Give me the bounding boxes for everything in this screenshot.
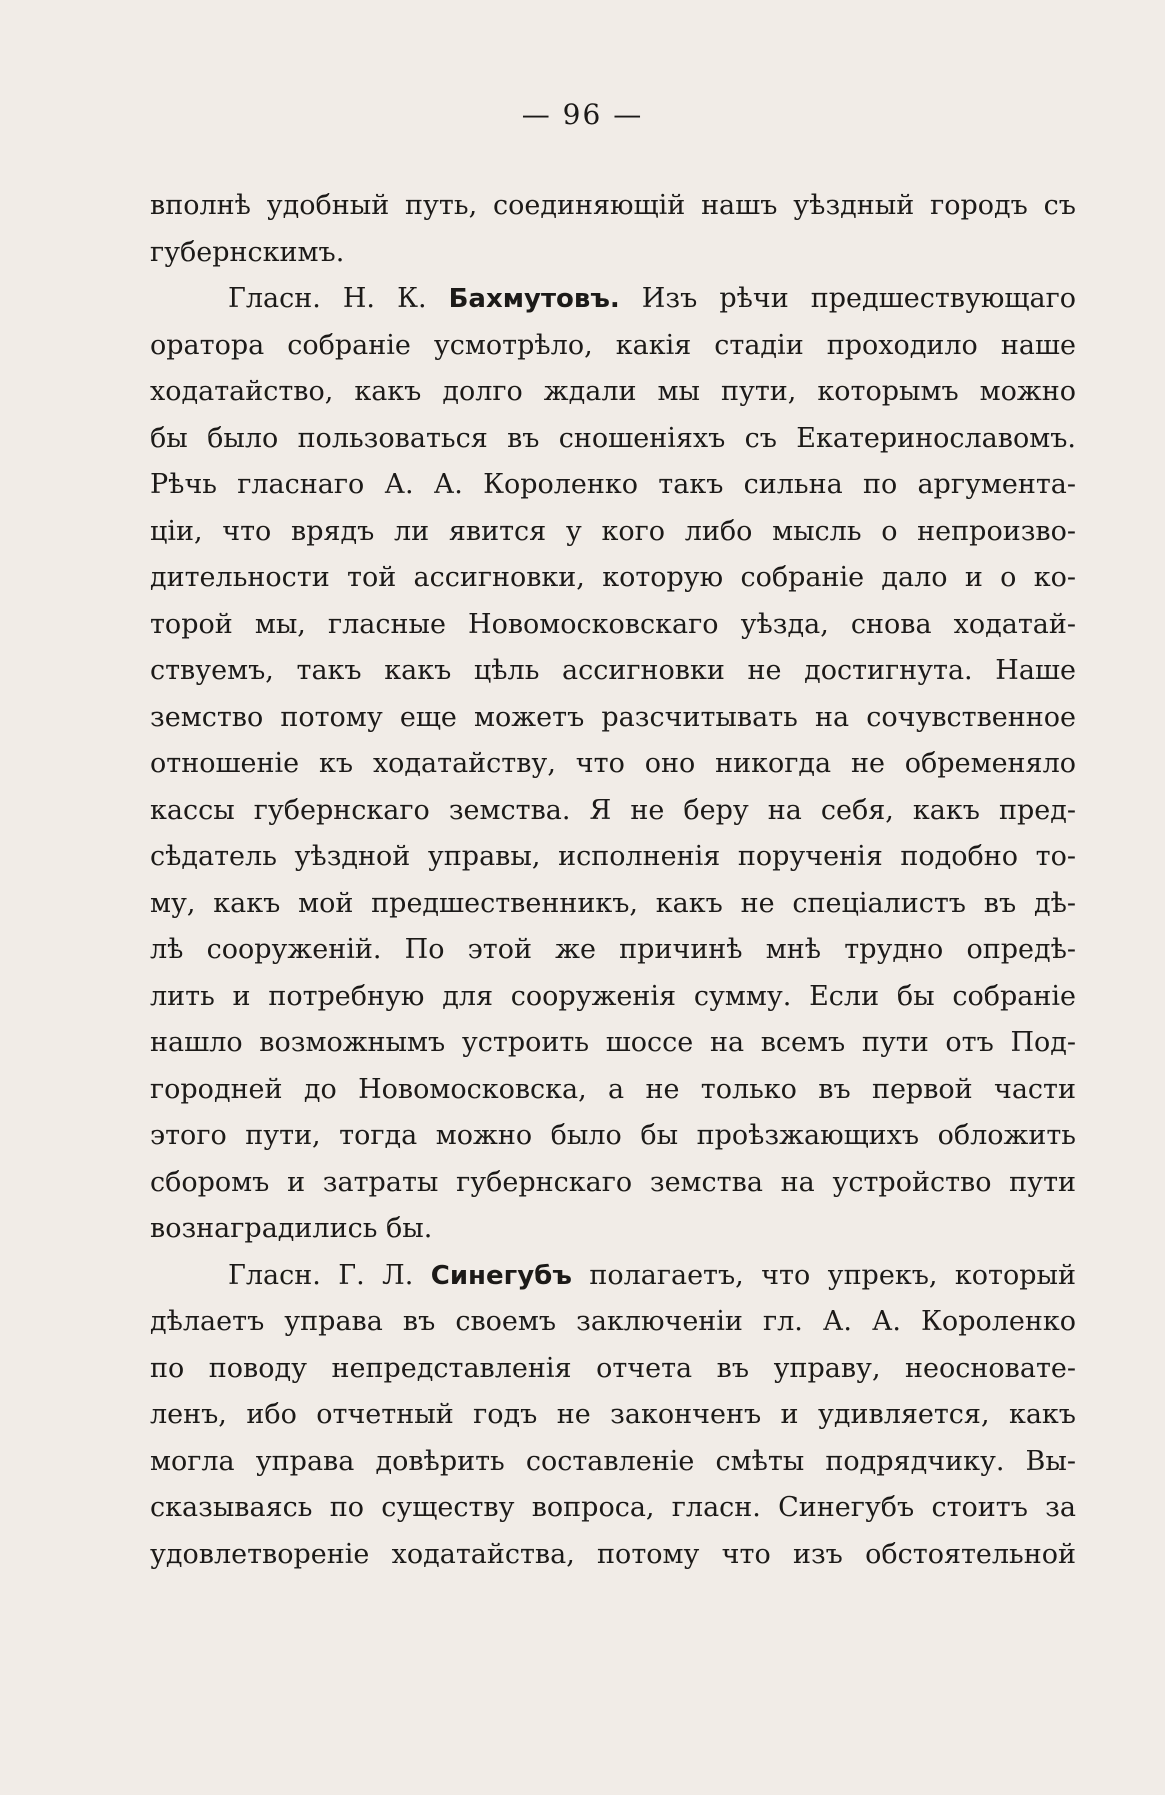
text-line: городней до Новомосковска, а не только въ первой части	[150, 1073, 1076, 1105]
speaker-prefix: Гласн. Н. К.	[228, 283, 449, 314]
text-line: лѣ сооруженій. По этой же причинѣ мнѣ трудно опредѣ-	[150, 934, 1076, 965]
text-line: удовлетвореніе ходатайства, потому что изъ обстоятельной	[150, 1538, 1076, 1570]
speaker-prefix: Гласн. Г. Л.	[228, 1259, 431, 1291]
text-line: ствуемъ, такъ какъ цѣль ассигновки не достигнута. Наше	[150, 655, 1076, 686]
text-line: сборомъ и затраты губернскаго земства на устройство пути	[150, 1166, 1076, 1198]
text-line: Рѣчь гласнаго А. А. Короленко такъ сильна по аргумента-	[150, 469, 1076, 500]
text-line: ходатайство, какъ долго ждали мы пути, которымъ можно	[150, 376, 1076, 407]
text-line: бы было пользоваться въ сношеніяхъ съ Екатеринославомъ.	[150, 422, 1076, 454]
speaker-line	[150, 1253, 1076, 1300]
text-line: ленъ, ибо отчетный годъ не законченъ и удивляется, какъ	[150, 1399, 1076, 1430]
text-line: вознаградились бы.	[150, 1213, 433, 1244]
speech-start: полагаетъ, что упрекъ, который	[571, 1259, 1076, 1291]
text-line: этого пути, тогда можно было бы проѣзжающихъ обложить	[150, 1120, 1076, 1151]
page-number: — 96 —	[521, 98, 644, 131]
text-line: ціи, что врядъ ли явится у кого либо мысль о непроизво-	[150, 515, 1076, 547]
text-line: нашло возможнымъ устроить шоссе на всемъ пути отъ Под-	[150, 1027, 1076, 1058]
text-line: сказываясь по существу вопроса, гласн. Синегубъ стоитъ за	[150, 1492, 1076, 1523]
speaker-name: Синегубъ	[430, 1260, 572, 1291]
text-line: лить и потребную для сооруженія сумму. Если бы собраніе	[150, 980, 1076, 1012]
text-line: губернскимъ.	[150, 236, 345, 268]
text-line: дѣлаетъ управа въ своемъ заключеніи гл. А. А. Короленко	[150, 1306, 1076, 1337]
text-line: му, какъ мой предшественникъ, какъ не спеціалистъ въ дѣ-	[150, 887, 1076, 919]
speech-start: Изъ рѣчи предшествующаго	[619, 283, 1076, 314]
text-line: могла управа довѣрить составленіе смѣты подрядчику. Вы-	[150, 1445, 1076, 1477]
text-line: торой мы, гласные Новомосковскаго уѣзда, снова ходатай-	[150, 608, 1076, 640]
text-line: вполнѣ удобный путь, соединяющій нашъ уѣздный городъ съ	[150, 190, 1076, 221]
text-line: по поводу непредставленія отчета въ управу, неосновате-	[150, 1352, 1076, 1384]
text-line: сѣдатель уѣздной управы, исполненія порученія подобно то-	[150, 841, 1076, 872]
text-line: оратора собраніе усмотрѣло, какія стадіи проходило наше	[150, 329, 1076, 361]
text-line: земство потому еще можетъ разсчитывать на сочувственное	[150, 701, 1076, 733]
speaker-line	[150, 276, 1076, 323]
text-line: отношеніе къ ходатайству, что оно никогда не обременяло	[150, 748, 1076, 779]
text-line: кассы губернскаго земства. Я не беру на себя, какъ пред-	[150, 794, 1076, 826]
text-line: дительности той ассигновки, которую собраніе дало и о ко-	[150, 562, 1076, 593]
speaker-name: Бахмутовъ.	[448, 284, 620, 314]
body-text	[150, 183, 1076, 1578]
